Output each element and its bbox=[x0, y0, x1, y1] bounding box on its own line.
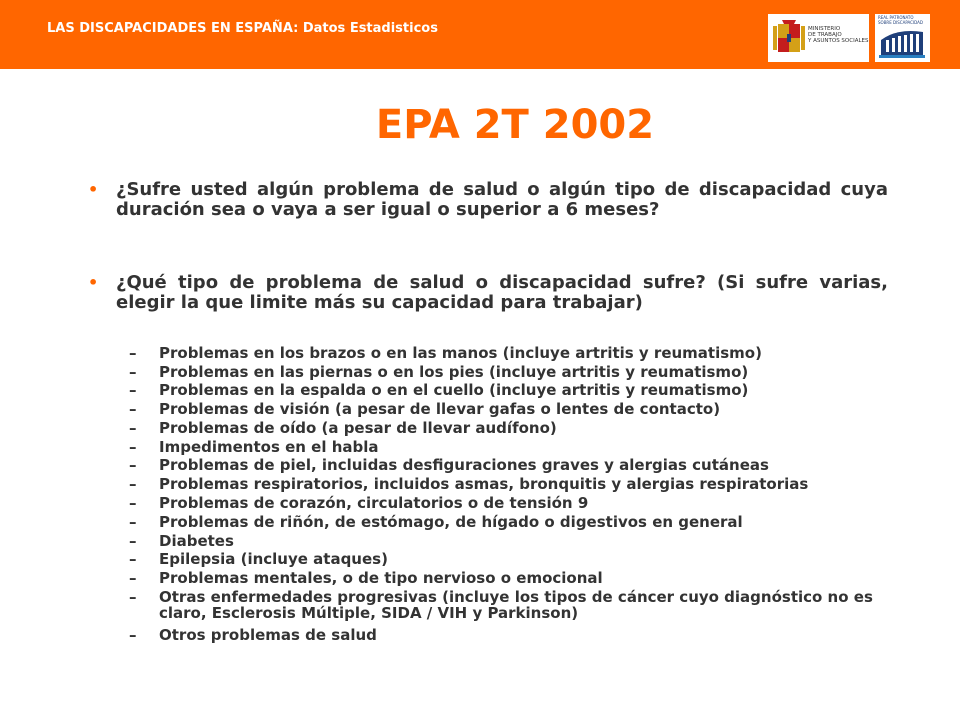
dash-icon: – bbox=[129, 475, 137, 493]
ministerio-logo-text: MINISTERIO DE TRABAJO Y ASUNTOS SOCIALES bbox=[808, 26, 869, 44]
dash-icon: – bbox=[129, 626, 137, 644]
dash-icon: – bbox=[129, 494, 137, 512]
list-item-text: Problemas de visión (a pesar de llevar gafas o lentes de contacto) bbox=[159, 400, 721, 418]
list-item-text: Diabetes bbox=[159, 532, 234, 550]
header-title: LAS DISCAPACIDADES EN ESPAÑA: Datos Estadisticos bbox=[47, 21, 438, 36]
dash-icon: – bbox=[129, 344, 137, 362]
list-item-text: Problemas de riñón, de estómago, de hígado o digestivos en general bbox=[159, 513, 743, 531]
bullet-icon: • bbox=[88, 180, 99, 199]
bullet-item bbox=[88, 180, 888, 244]
list-item-text: Impedimentos en el habla bbox=[159, 438, 379, 456]
dash-icon: – bbox=[129, 419, 137, 437]
slide-title: EPA 2T 2002 bbox=[375, 102, 655, 148]
dash-icon: – bbox=[129, 456, 137, 474]
list-item-text: Problemas de piel, incluidas desfiguraciones graves y alergias cutáneas bbox=[159, 456, 769, 474]
list-item-text: Otros problemas de salud bbox=[159, 626, 377, 644]
bullet-text: ¿Sufre usted algún problema de salud o algún tipo de discapacidad cuya duración sea o vaya a ser igual o superior a 6 meses? bbox=[116, 179, 888, 220]
list-item-text: Problemas de oído (a pesar de llevar audífono) bbox=[159, 419, 557, 437]
dash-icon: – bbox=[129, 532, 137, 550]
real-patronato-logo-text: REAL PATRONATO SOBRE DISCAPACIDAD bbox=[878, 15, 923, 25]
list-item-text: Problemas mentales, o de tipo nervioso o emocional bbox=[159, 569, 603, 587]
dash-icon: – bbox=[129, 438, 137, 456]
dash-icon: – bbox=[129, 381, 137, 399]
list-item-text: Problemas en las piernas o en los pies (incluye artritis y reumatismo) bbox=[159, 363, 749, 381]
bullet-icon: • bbox=[88, 273, 99, 292]
bullet-item bbox=[88, 273, 888, 317]
list-item-text: Epilepsia (incluye ataques) bbox=[159, 550, 388, 568]
list-item-text: Problemas en la espalda o en el cuello (incluye artritis y reumatismo) bbox=[159, 381, 749, 399]
dash-icon: – bbox=[129, 588, 137, 606]
dash-icon: – bbox=[129, 569, 137, 587]
list-item-text: Problemas en los brazos o en las manos (incluye artritis y reumatismo) bbox=[159, 344, 762, 362]
bullet-text: ¿Qué tipo de problema de salud o discapacidad sufre? (Si sufre varias, elegir la que limite más su capacidad para trabajar) bbox=[116, 272, 888, 313]
list-item-text: Problemas respiratorios, incluidos asmas, bronquitis y alergias respiratorias bbox=[159, 475, 809, 493]
dash-icon: – bbox=[129, 550, 137, 568]
dash-icon: – bbox=[129, 363, 137, 381]
list-item-text: Otras enfermedades progresivas (incluye los tipos de cáncer cuyo diagnóstico no es claro, Esclerosis Múltiple, SIDA / VIH y Parkinson) bbox=[159, 588, 873, 622]
list-item-text: Problemas de corazón, circulatorios o de tensión 9 bbox=[159, 494, 589, 512]
dash-icon: – bbox=[129, 400, 137, 418]
dash-icon: – bbox=[129, 513, 137, 531]
